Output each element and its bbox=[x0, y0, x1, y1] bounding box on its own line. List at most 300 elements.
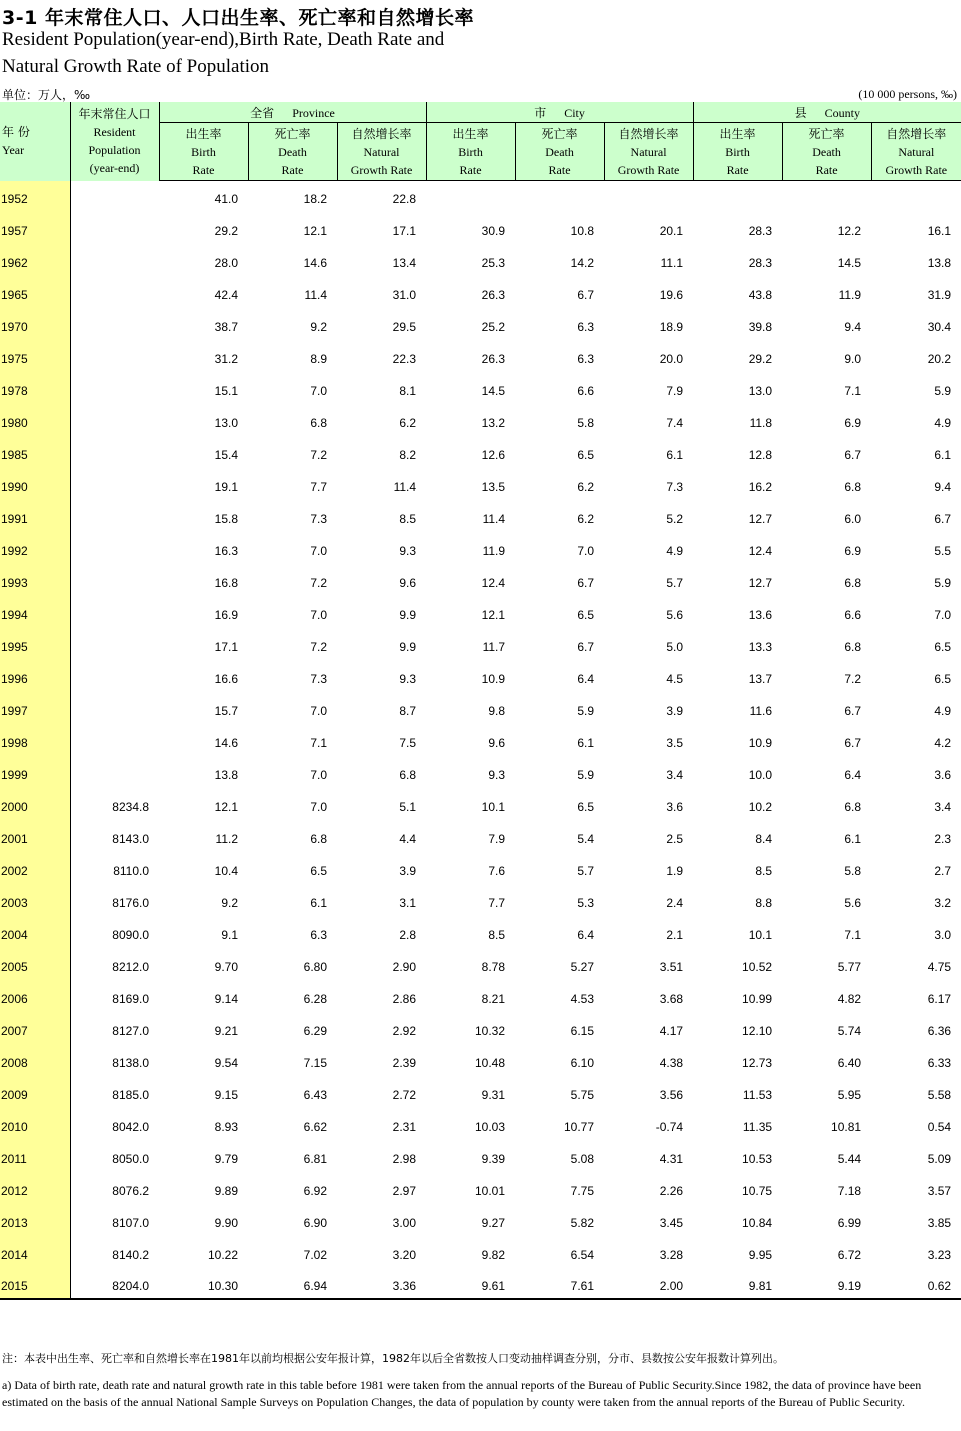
year-cell: 1999 bbox=[0, 755, 70, 787]
population-cell: 8212.0 bbox=[112, 959, 149, 974]
population-cell: 8127.0 bbox=[112, 1023, 149, 1038]
rate-cell: 22.8 bbox=[392, 191, 417, 206]
rate-cell: 8.4 bbox=[755, 831, 773, 846]
year-header-cn: 年 份 bbox=[2, 125, 30, 140]
year-cell: 2008 bbox=[0, 1043, 70, 1075]
population-cell: 8090.0 bbox=[112, 927, 149, 942]
rate-cell: 7.2 bbox=[310, 575, 327, 590]
rate-cell: 14.5 bbox=[481, 383, 506, 398]
rate-cell: 3.9 bbox=[666, 703, 684, 718]
table-row bbox=[0, 595, 961, 627]
year-cell: 1970 bbox=[0, 307, 70, 339]
year-cell: 1995 bbox=[0, 627, 70, 659]
year-cell: 2004 bbox=[0, 915, 70, 947]
table-row bbox=[0, 307, 961, 339]
rate-cell: 5.82 bbox=[570, 1215, 595, 1230]
year-cell: 2005 bbox=[0, 947, 70, 979]
rate-cell: 9.4 bbox=[844, 319, 862, 334]
rate-cell: 3.6 bbox=[934, 767, 952, 782]
rate-cell: 13.0 bbox=[214, 415, 238, 430]
rate-cell: 6.6 bbox=[844, 607, 862, 622]
rate-cell: 6.15 bbox=[570, 1023, 595, 1038]
rate-cell: 4.38 bbox=[659, 1055, 684, 1070]
rate-cell bbox=[693, 181, 782, 211]
rate-cell: 9.15 bbox=[214, 1087, 238, 1102]
subheader-province-death-rate: 死亡率 Death Rate bbox=[248, 123, 337, 181]
rate-cell: 4.82 bbox=[837, 991, 862, 1006]
year-cell: 2000 bbox=[0, 787, 70, 819]
rate-cell: 14.5 bbox=[837, 255, 862, 270]
table-row bbox=[0, 339, 961, 371]
rate-cell: 7.0 bbox=[310, 543, 327, 558]
rate-cell: 5.8 bbox=[577, 415, 595, 430]
rate-cell: 6.1 bbox=[844, 831, 862, 846]
rate-cell: 25.3 bbox=[481, 255, 506, 270]
rate-cell: 10.22 bbox=[207, 1247, 238, 1262]
unit-label-cn: 单位：万人，‰ bbox=[2, 88, 91, 102]
rate-cell: 19.6 bbox=[659, 287, 684, 302]
rate-cell: 4.53 bbox=[570, 991, 595, 1006]
rate-cell: 7.0 bbox=[310, 607, 327, 622]
rate-cell: 6.4 bbox=[577, 927, 595, 942]
rate-cell: 6.43 bbox=[303, 1087, 327, 1102]
table-row bbox=[0, 403, 961, 435]
rate-cell: 6.8 bbox=[310, 831, 327, 846]
rate-cell: 10.9 bbox=[481, 671, 506, 686]
rate-cell: 9.2 bbox=[310, 319, 327, 334]
population-cell: 8185.0 bbox=[112, 1087, 149, 1102]
rate-cell: 6.7 bbox=[934, 511, 952, 526]
table-header bbox=[0, 102, 961, 181]
rate-cell: 10.01 bbox=[475, 1183, 506, 1198]
rate-cell: 2.72 bbox=[392, 1087, 417, 1102]
rate-cell: 6.8 bbox=[844, 639, 862, 654]
footnote-en: a) Data of birth rate, death rate and natural growth rate in this table before 1981 were taken from the annual reports of the Bureau of Public Security.Since 1982, the data of province have been estimated on the basis of the annual National Sample Surveys on Population Changes, the data of population by county were taken from the annual reports of the Bureau of Public Security. bbox=[2, 1378, 922, 1409]
rate-cell: 12.2 bbox=[837, 223, 862, 238]
rate-cell: 9.81 bbox=[693, 1267, 782, 1299]
table-row bbox=[0, 1139, 961, 1171]
group-header-province: 全省 Province bbox=[159, 102, 426, 123]
table-row bbox=[0, 1107, 961, 1139]
rate-cell: 5.8 bbox=[844, 863, 862, 878]
rate-cell: 11.6 bbox=[749, 703, 773, 718]
rate-cell: 6.94 bbox=[248, 1267, 337, 1299]
rate-cell: 6.29 bbox=[303, 1023, 327, 1038]
table-row bbox=[0, 851, 961, 883]
rate-cell: 6.8 bbox=[844, 575, 862, 590]
table-row bbox=[0, 1171, 961, 1203]
rate-cell: 7.9 bbox=[488, 831, 506, 846]
rate-cell: 3.6 bbox=[666, 799, 684, 814]
rate-cell: 7.0 bbox=[934, 607, 952, 622]
population-cell bbox=[70, 371, 159, 403]
population-cell bbox=[70, 563, 159, 595]
population-cell bbox=[70, 595, 159, 627]
unit-label-en: (10 000 persons, ‰) bbox=[858, 87, 957, 101]
rate-cell: 5.08 bbox=[570, 1151, 595, 1166]
rate-cell: 10.1 bbox=[481, 799, 506, 814]
rate-cell: 28.3 bbox=[748, 255, 773, 270]
rate-cell: 2.8 bbox=[399, 927, 417, 942]
rate-cell: 2.90 bbox=[392, 959, 417, 974]
rate-cell: 18.2 bbox=[303, 191, 327, 206]
rate-cell: 6.7 bbox=[844, 735, 862, 750]
rate-cell: 9.90 bbox=[214, 1215, 238, 1230]
rate-cell: 9.1 bbox=[221, 927, 238, 942]
rate-cell: 9.89 bbox=[214, 1183, 238, 1198]
rate-cell: 7.1 bbox=[844, 927, 862, 942]
rate-cell: 9.21 bbox=[214, 1023, 238, 1038]
rate-cell: 6.5 bbox=[934, 671, 952, 686]
rate-cell: 6.2 bbox=[577, 479, 595, 494]
table-row bbox=[0, 435, 961, 467]
rate-cell: 7.7 bbox=[310, 479, 327, 494]
group-header-county: 县 County bbox=[693, 102, 961, 123]
population-cell bbox=[70, 211, 159, 243]
rate-cell: 6.7 bbox=[844, 447, 862, 462]
rate-cell: 9.27 bbox=[481, 1215, 506, 1230]
rate-cell: 30.9 bbox=[481, 223, 506, 238]
rate-cell: 5.6 bbox=[666, 607, 684, 622]
subheader-province-growth-rate: 自然增长率 Natural Growth Rate bbox=[337, 123, 426, 181]
rate-cell: 29.2 bbox=[214, 223, 238, 238]
rate-cell: 8.9 bbox=[310, 351, 327, 366]
rate-cell: 16.8 bbox=[214, 575, 238, 590]
rate-cell: 4.75 bbox=[927, 959, 952, 974]
rate-cell: 6.9 bbox=[844, 415, 862, 430]
rate-cell: 31.0 bbox=[392, 287, 417, 302]
rate-cell: 10.84 bbox=[742, 1215, 773, 1230]
rate-cell: 6.2 bbox=[577, 511, 595, 526]
rate-cell: 8.78 bbox=[481, 959, 506, 974]
rate-cell: 7.9 bbox=[666, 383, 684, 398]
rate-cell: 15.1 bbox=[214, 383, 238, 398]
rate-cell: 11.8 bbox=[749, 415, 773, 430]
rate-cell: 1.9 bbox=[666, 863, 684, 878]
year-cell: 1962 bbox=[0, 243, 70, 275]
rate-cell: 12.4 bbox=[481, 575, 506, 590]
rate-cell: 29.5 bbox=[392, 319, 417, 334]
rate-cell: 10.30 bbox=[159, 1267, 248, 1299]
rate-cell: 8.21 bbox=[481, 991, 506, 1006]
rate-cell: 7.5 bbox=[399, 735, 417, 750]
rate-cell: 7.3 bbox=[310, 671, 327, 686]
rate-cell: 9.6 bbox=[399, 575, 417, 590]
rate-cell: 3.45 bbox=[659, 1215, 684, 1230]
rate-cell: 12.4 bbox=[748, 543, 773, 558]
rate-cell: 16.6 bbox=[214, 671, 238, 686]
rate-cell: 39.8 bbox=[748, 319, 773, 334]
population-cell bbox=[70, 339, 159, 371]
population-header-en1: Resident bbox=[93, 125, 136, 140]
year-cell: 2015 bbox=[0, 1267, 70, 1299]
rate-cell: 6.54 bbox=[570, 1247, 595, 1262]
rate-cell: 5.2 bbox=[666, 511, 684, 526]
rate-cell: 6.36 bbox=[927, 1023, 952, 1038]
year-cell: 1978 bbox=[0, 371, 70, 403]
rate-cell: 3.68 bbox=[659, 991, 684, 1006]
population-cell: 8169.0 bbox=[112, 991, 149, 1006]
year-cell: 2007 bbox=[0, 1011, 70, 1043]
year-header-en: Year bbox=[2, 143, 25, 158]
rate-cell: 3.20 bbox=[392, 1247, 417, 1262]
rate-cell: 6.7 bbox=[577, 287, 595, 302]
rate-cell: 3.0 bbox=[934, 927, 952, 942]
rate-cell: 12.8 bbox=[748, 447, 773, 462]
year-cell: 2003 bbox=[0, 883, 70, 915]
rate-cell: 8.5 bbox=[755, 863, 773, 878]
rate-cell: 7.1 bbox=[844, 383, 862, 398]
table-row bbox=[0, 563, 961, 595]
rate-cell: 9.0 bbox=[844, 351, 862, 366]
rate-cell: 7.0 bbox=[310, 383, 327, 398]
table-row bbox=[0, 787, 961, 819]
population-header-en3: (year-end) bbox=[89, 161, 140, 176]
year-cell: 2012 bbox=[0, 1171, 70, 1203]
rate-cell: 6.90 bbox=[303, 1215, 327, 1230]
population-cell bbox=[70, 723, 159, 755]
table-row bbox=[0, 947, 961, 979]
rate-cell: 3.85 bbox=[927, 1215, 952, 1230]
rate-cell: 9.9 bbox=[399, 639, 417, 654]
rate-cell: 5.09 bbox=[927, 1151, 952, 1166]
table-row bbox=[0, 531, 961, 563]
table-row bbox=[0, 1235, 961, 1267]
rate-cell: 6.17 bbox=[927, 991, 952, 1006]
rate-cell: 8.93 bbox=[214, 1119, 238, 1134]
rate-cell: 8.8 bbox=[755, 895, 773, 910]
rate-cell: 7.7 bbox=[488, 895, 506, 910]
rate-cell: 9.9 bbox=[399, 607, 417, 622]
rate-cell: 6.10 bbox=[570, 1055, 595, 1070]
rate-cell: 13.0 bbox=[748, 383, 773, 398]
subheader-county-growth-rate: 自然增长率 Natural Growth Rate bbox=[871, 123, 961, 181]
rate-cell: 13.7 bbox=[748, 671, 773, 686]
year-cell: 1965 bbox=[0, 275, 70, 307]
rate-cell: 7.6 bbox=[488, 863, 506, 878]
year-cell: 1997 bbox=[0, 691, 70, 723]
rate-cell: 8.5 bbox=[488, 927, 506, 942]
table-row bbox=[0, 915, 961, 947]
table-row bbox=[0, 723, 961, 755]
rate-cell: 11.4 bbox=[393, 479, 417, 494]
table-body bbox=[0, 181, 961, 1299]
year-cell: 2002 bbox=[0, 851, 70, 883]
rate-cell: 3.28 bbox=[659, 1247, 684, 1262]
rate-cell: 0.62 bbox=[871, 1267, 961, 1299]
rate-cell: 5.58 bbox=[927, 1087, 952, 1102]
rate-cell: 7.75 bbox=[570, 1183, 595, 1198]
population-cell bbox=[70, 755, 159, 787]
rate-cell: 6.81 bbox=[303, 1151, 327, 1166]
rate-cell: 5.95 bbox=[837, 1087, 862, 1102]
subheader-city-growth-rate: 自然增长率 Natural Growth Rate bbox=[604, 123, 693, 181]
table-row bbox=[0, 979, 961, 1011]
year-cell: 2013 bbox=[0, 1203, 70, 1235]
rate-cell: 10.48 bbox=[475, 1055, 506, 1070]
rate-cell: 3.57 bbox=[927, 1183, 952, 1198]
year-cell: 1957 bbox=[0, 211, 70, 243]
rate-cell: 4.9 bbox=[934, 703, 952, 718]
population-cell bbox=[70, 691, 159, 723]
rate-cell: 26.3 bbox=[481, 351, 506, 366]
population-cell: 8204.0 bbox=[70, 1267, 159, 1299]
rate-cell: 13.3 bbox=[748, 639, 773, 654]
rate-cell: 10.1 bbox=[748, 927, 773, 942]
rate-cell: 6.1 bbox=[934, 447, 952, 462]
rate-cell: 38.7 bbox=[214, 319, 238, 334]
rate-cell: 5.77 bbox=[837, 959, 862, 974]
rate-cell: 10.03 bbox=[475, 1119, 506, 1134]
rate-cell: 20.0 bbox=[659, 351, 684, 366]
table-row bbox=[0, 1011, 961, 1043]
rate-cell: 4.5 bbox=[666, 671, 684, 686]
table-row bbox=[0, 243, 961, 275]
rate-cell: 5.1 bbox=[399, 799, 417, 814]
rate-cell: 10.8 bbox=[570, 223, 595, 238]
year-header bbox=[0, 102, 70, 181]
rate-cell: 9.70 bbox=[214, 959, 238, 974]
rate-cell: 10.4 bbox=[214, 863, 238, 878]
rate-cell: 22.3 bbox=[392, 351, 417, 366]
rate-cell: 11.9 bbox=[482, 543, 506, 558]
rate-cell: 10.53 bbox=[742, 1151, 773, 1166]
population-cell bbox=[70, 531, 159, 563]
rate-cell: 6.8 bbox=[310, 415, 327, 430]
rate-cell: 26.3 bbox=[481, 287, 506, 302]
year-cell: 1992 bbox=[0, 531, 70, 563]
rate-cell: 2.3 bbox=[934, 831, 952, 846]
year-cell: 1975 bbox=[0, 339, 70, 371]
rate-cell bbox=[604, 181, 693, 211]
rate-cell: 6.5 bbox=[577, 607, 595, 622]
subheader-county-birth-rate: 出生率 Birth Rate bbox=[693, 123, 782, 181]
table-row bbox=[0, 275, 961, 307]
rate-cell: 7.15 bbox=[303, 1055, 327, 1070]
rate-cell: 4.4 bbox=[399, 831, 417, 846]
population-cell bbox=[70, 181, 159, 211]
table-title-en-line1: Resident Population(year-end),Birth Rate, Death Rate and bbox=[2, 29, 445, 50]
rate-cell: 6.0 bbox=[844, 511, 862, 526]
rate-cell: 6.8 bbox=[399, 767, 417, 782]
table-row bbox=[0, 211, 961, 243]
rate-cell: 16.2 bbox=[748, 479, 773, 494]
rate-cell: 8.7 bbox=[399, 703, 417, 718]
rate-cell: 3.4 bbox=[666, 767, 684, 782]
rate-cell: 2.5 bbox=[666, 831, 684, 846]
rate-cell: 7.02 bbox=[303, 1247, 327, 1262]
rate-cell: 6.1 bbox=[310, 895, 327, 910]
rate-cell: 5.0 bbox=[666, 639, 684, 654]
rate-cell: 10.81 bbox=[831, 1119, 862, 1134]
rate-cell: 11.9 bbox=[838, 287, 862, 302]
year-cell: 2009 bbox=[0, 1075, 70, 1107]
rate-cell: 2.39 bbox=[392, 1055, 417, 1070]
rate-cell: 7.61 bbox=[515, 1267, 604, 1299]
population-cell: 8042.0 bbox=[112, 1119, 149, 1134]
rate-cell: 3.9 bbox=[399, 863, 417, 878]
rate-cell: 12.1 bbox=[214, 799, 238, 814]
year-cell: 1952 bbox=[0, 181, 70, 211]
rate-cell: 7.0 bbox=[310, 799, 327, 814]
rate-cell: 3.4 bbox=[934, 799, 952, 814]
rate-cell: 5.74 bbox=[837, 1023, 862, 1038]
rate-cell: 5.7 bbox=[666, 575, 684, 590]
rate-cell: 2.26 bbox=[659, 1183, 684, 1198]
rate-cell: 4.2 bbox=[934, 735, 952, 750]
population-cell: 8140.2 bbox=[112, 1247, 149, 1262]
rate-cell: 28.0 bbox=[214, 255, 238, 270]
rate-cell: 10.99 bbox=[742, 991, 773, 1006]
rate-cell: 15.4 bbox=[214, 447, 238, 462]
rate-cell: 20.2 bbox=[927, 351, 952, 366]
rate-cell: 9.3 bbox=[488, 767, 506, 782]
rate-cell: 7.2 bbox=[310, 447, 327, 462]
population-cell bbox=[70, 659, 159, 691]
table-row bbox=[0, 1075, 961, 1107]
rate-cell: 9.61 bbox=[426, 1267, 515, 1299]
rate-cell: 20.1 bbox=[659, 223, 684, 238]
rate-cell: 6.5 bbox=[934, 639, 952, 654]
year-cell: 1996 bbox=[0, 659, 70, 691]
year-cell: 2014 bbox=[0, 1235, 70, 1267]
rate-cell: 3.2 bbox=[934, 895, 952, 910]
population-cell bbox=[70, 499, 159, 531]
rate-cell: 7.18 bbox=[837, 1183, 862, 1198]
rate-cell: 6.62 bbox=[303, 1119, 327, 1134]
rate-cell: 6.40 bbox=[837, 1055, 862, 1070]
rate-cell: 2.7 bbox=[934, 863, 952, 878]
subheader-province-birth-rate: 出生率 Birth Rate bbox=[159, 123, 248, 181]
rate-cell: 6.1 bbox=[666, 447, 684, 462]
population-cell: 8107.0 bbox=[112, 1215, 149, 1230]
rate-cell: 3.56 bbox=[659, 1087, 684, 1102]
population-cell bbox=[70, 627, 159, 659]
population-cell bbox=[70, 275, 159, 307]
rate-cell: 5.9 bbox=[934, 383, 952, 398]
rate-cell: 5.9 bbox=[577, 703, 595, 718]
rate-cell: 13.8 bbox=[214, 767, 238, 782]
rate-cell: 6.7 bbox=[577, 575, 595, 590]
rate-cell: 12.73 bbox=[742, 1055, 773, 1070]
rate-cell: 5.9 bbox=[577, 767, 595, 782]
population-cell: 8110.0 bbox=[113, 863, 149, 878]
rate-cell: 28.3 bbox=[748, 223, 773, 238]
rate-cell: 10.77 bbox=[564, 1119, 595, 1134]
population-cell: 8076.2 bbox=[112, 1183, 149, 1198]
rate-cell: 12.1 bbox=[303, 223, 327, 238]
year-cell: 2001 bbox=[0, 819, 70, 851]
rate-cell: 16.3 bbox=[214, 543, 238, 558]
rate-cell: 7.2 bbox=[310, 639, 327, 654]
rate-cell: 18.9 bbox=[659, 319, 684, 334]
rate-cell: 2.97 bbox=[392, 1183, 417, 1198]
table-title-en-line2: Natural Growth Rate of Population bbox=[2, 56, 270, 77]
rate-cell: 31.2 bbox=[214, 351, 238, 366]
rate-cell: 5.44 bbox=[837, 1151, 862, 1166]
rate-cell: 6.80 bbox=[303, 959, 327, 974]
rate-cell: 12.1 bbox=[481, 607, 506, 622]
population-cell bbox=[70, 435, 159, 467]
table-row bbox=[0, 1203, 961, 1235]
rate-cell: 6.72 bbox=[837, 1247, 862, 1262]
rate-cell: 31.9 bbox=[927, 287, 952, 302]
rate-cell: 42.4 bbox=[214, 287, 238, 302]
rate-cell: 11.1 bbox=[660, 255, 684, 270]
rate-cell: 10.9 bbox=[748, 735, 773, 750]
rate-cell: 12.6 bbox=[481, 447, 506, 462]
rate-cell: 9.4 bbox=[934, 479, 952, 494]
